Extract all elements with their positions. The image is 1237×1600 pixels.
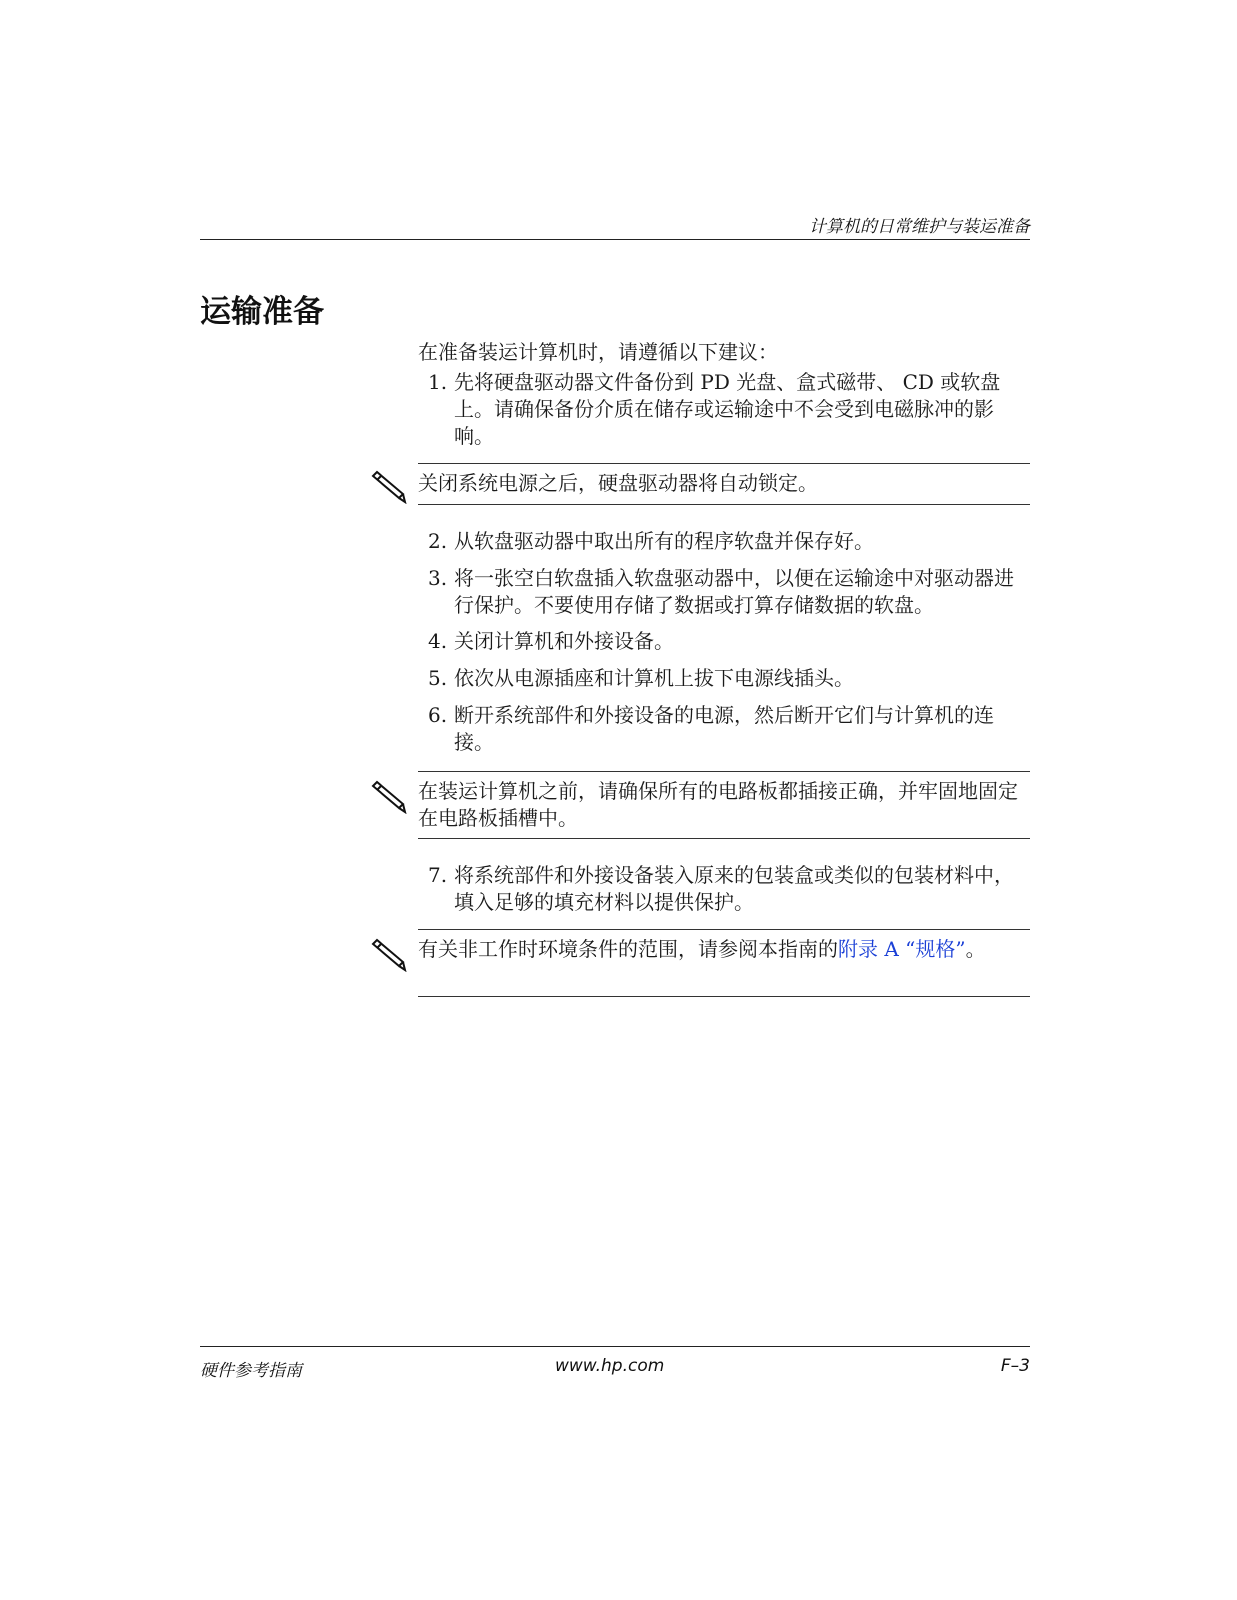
list-item-text: 先将硬盘驱动器文件备份到 PD 光盘、盒式磁带、 CD 或软盘上。请确保备份介质在储存或运输途中不会受到电磁脉冲的影响。: [454, 370, 1001, 448]
list-item-text: 断开系统部件和外接设备的电源，然后断开它们与计算机的连接。: [454, 703, 994, 754]
list-item-number: 3.: [428, 566, 448, 590]
pencil-note-icon: [369, 470, 407, 504]
list-item: [428, 862, 1030, 916]
footer-book-title: 硬件参考指南: [200, 1361, 302, 1381]
note-top-rule: [418, 929, 1030, 930]
list-item: [428, 702, 1030, 756]
note-bottom-rule: [418, 996, 1030, 997]
list-item: [428, 528, 1030, 555]
list-item: [428, 665, 1030, 692]
note-top-rule: [418, 463, 1030, 464]
list-item-number: 7.: [428, 863, 448, 887]
footer-page-number: F–3: [1000, 1356, 1030, 1376]
running-header: 计算机的日常维护与装运准备: [809, 217, 1030, 237]
note-text-after: 。: [965, 937, 986, 961]
list-item-number: 5.: [428, 666, 448, 690]
note-text: [418, 936, 1018, 963]
list-item-number: 4.: [428, 629, 448, 653]
list-item-number: 6.: [428, 703, 448, 727]
note-bottom-rule: [418, 504, 1030, 505]
list-item-text: 将一张空白软盘插入软盘驱动器中，以便在运输途中对驱动器进行保护。不要使用存储了数据或打算存储数据的软盘。: [454, 566, 1014, 617]
section-title: 运输准备: [200, 294, 324, 330]
list-item-number: 1.: [428, 370, 448, 394]
list-item: [428, 369, 1030, 450]
pencil-note-icon: [369, 780, 407, 814]
list-item-text: 关闭计算机和外接设备。: [454, 629, 674, 653]
note-text-before: 有关非工作时环境条件的范围，请参阅本指南的: [418, 937, 838, 961]
list-item-text: 依次从电源插座和计算机上拔下电源线插头。: [454, 666, 854, 690]
footer-url[interactable]: www.hp.com: [555, 1356, 665, 1376]
note-text: 关闭系统电源之后，硬盘驱动器将自动锁定。: [418, 471, 818, 495]
pencil-note-icon: [369, 938, 407, 972]
list-item: [428, 565, 1030, 619]
list-item: [428, 628, 1030, 655]
list-item-text: 从软盘驱动器中取出所有的程序软盘并保存好。: [454, 529, 874, 553]
note-top-rule: [418, 771, 1030, 772]
header-rule: [200, 239, 1030, 240]
note-bottom-rule: [418, 838, 1030, 839]
intro-paragraph: 在准备装运计算机时，请遵循以下建议：: [418, 340, 778, 364]
note-text: 在装运计算机之前，请确保所有的电路板都插接正确，并牢固地固定在电路板插槽中。: [418, 779, 1018, 830]
appendix-a-link[interactable]: 附录 A “规格”: [838, 937, 966, 961]
list-item-number: 2.: [428, 529, 448, 553]
footer-rule: [200, 1346, 1030, 1347]
list-item-text: 将系统部件和外接设备装入原来的包装盒或类似的包装材料中，填入足够的填充材料以提供保护。: [454, 863, 1014, 914]
